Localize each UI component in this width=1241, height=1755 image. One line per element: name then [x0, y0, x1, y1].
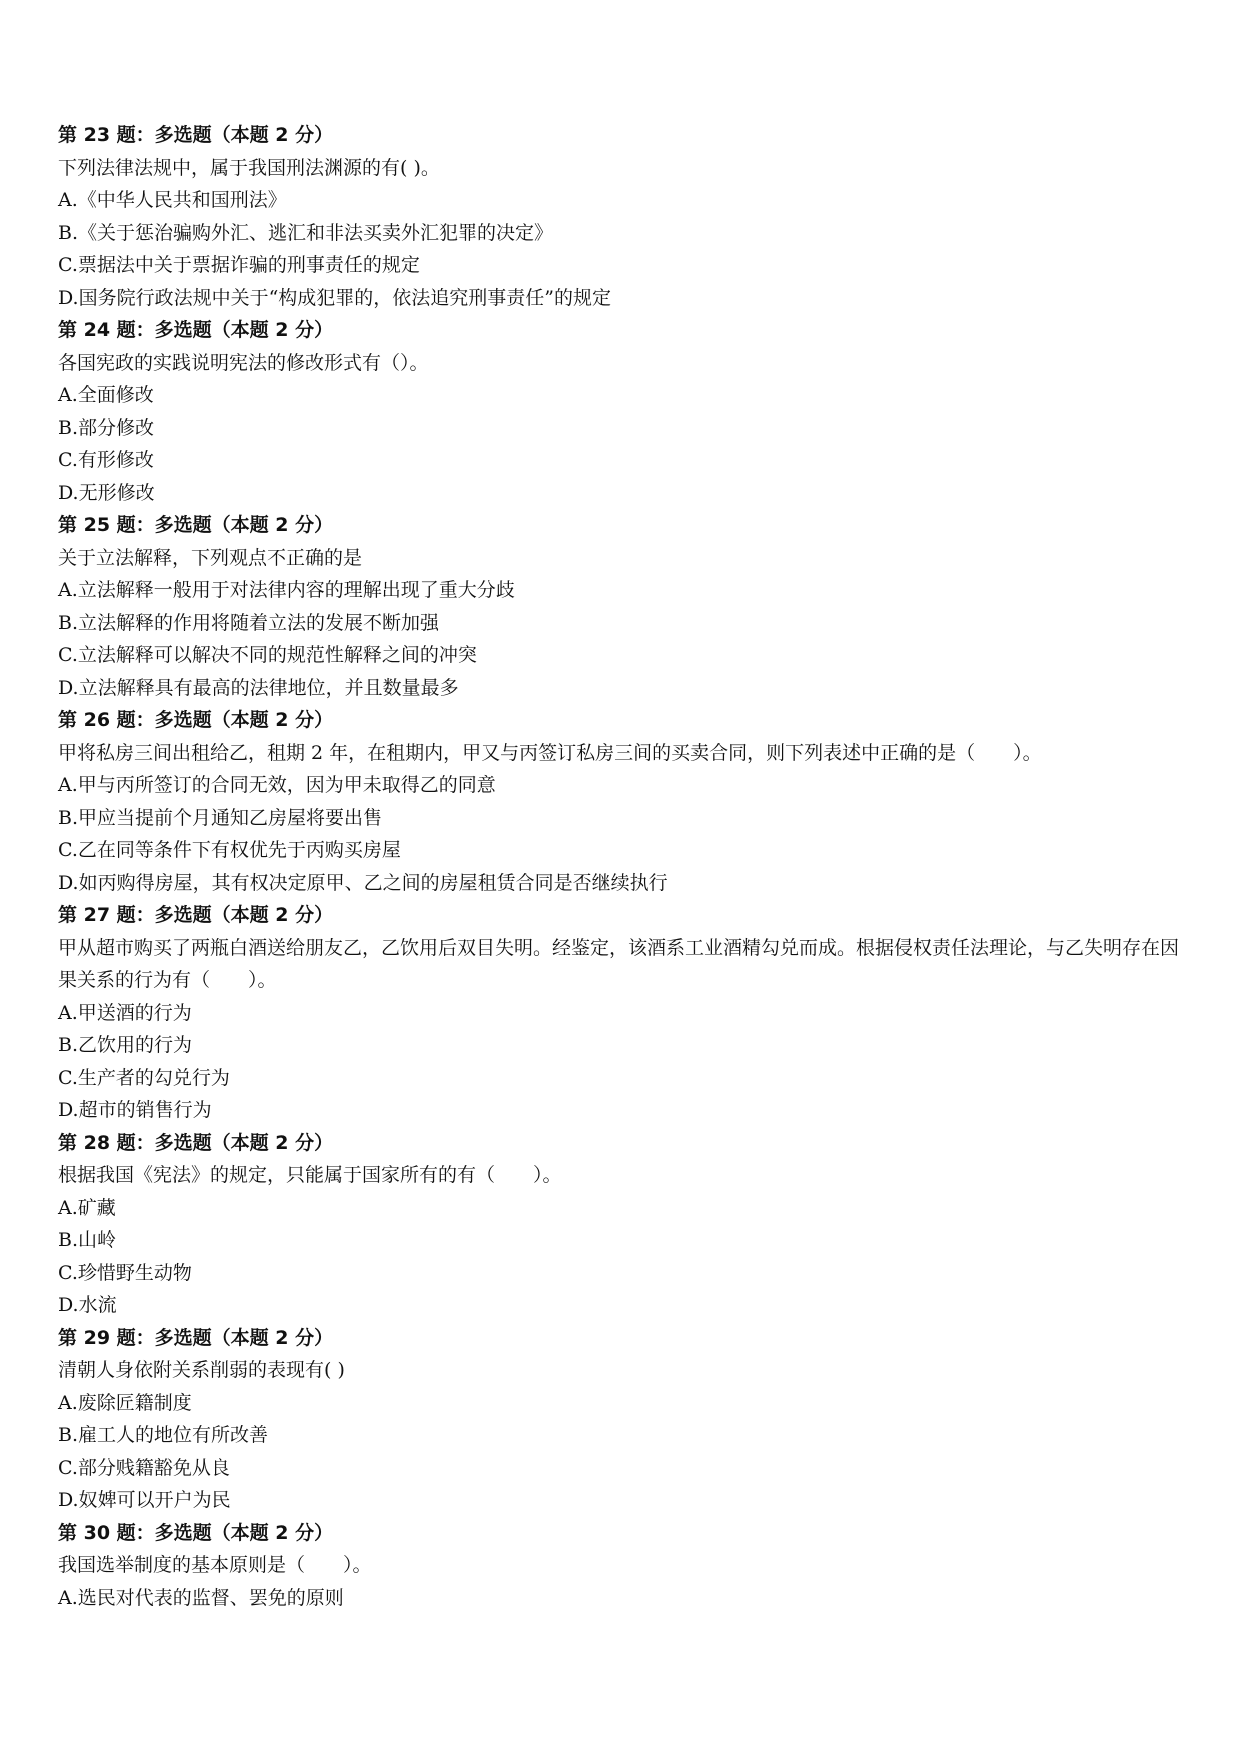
option-d: D.国务院行政法规中关于“构成犯罪的，依法追究刑事责任”的规定 [58, 286, 612, 309]
question-27 [58, 899, 1188, 1127]
question-stem: 我国选举制度的基本原则是（ ）。 [58, 1554, 372, 1576]
option-a: A.《中华人民共和国刑法》 [58, 189, 287, 211]
question-stem: 关于立法解释，下列观点不正确的是 [58, 546, 363, 569]
question-stem: 甲将私房三间出租给乙，租期 2 年，在租期内，甲又与丙签订私房三间的买卖合同，则下列表述中正确的是（ ）。 [58, 741, 1042, 764]
option-b: B.雇工人的地位有所改善 [58, 1424, 269, 1446]
option-c: C.生产者的勾兑行为 [58, 1066, 230, 1089]
option-d: D.如丙购得房屋，其有权决定原甲、乙之间的房屋租赁合同是否继续执行 [58, 871, 668, 894]
question-heading: 第 23 题：多选题（本题 2 分） [58, 124, 334, 146]
question-30 [58, 1517, 1188, 1615]
question-stem: 清朝人身依附关系削弱的表现有( ) [58, 1359, 345, 1381]
option-a: A.甲送酒的行为 [58, 1001, 192, 1024]
question-28 [58, 1127, 1188, 1322]
option-b: B.部分修改 [58, 416, 155, 439]
option-a: A.甲与丙所签订的合同无效，因为甲未取得乙的同意 [58, 774, 496, 796]
option-d: D.奴婢可以开户为民 [58, 1489, 231, 1511]
option-a: A.全面修改 [58, 384, 154, 406]
question-heading: 第 27 题：多选题（本题 2 分） [58, 904, 334, 926]
question-heading: 第 30 题：多选题（本题 2 分） [58, 1521, 334, 1544]
option-c: C.珍惜野生动物 [58, 1261, 192, 1284]
option-c: C.乙在同等条件下有权优先于丙购买房屋 [58, 839, 401, 861]
option-a: A.立法解释一般用于对法律内容的理解出现了重大分歧 [58, 579, 515, 601]
question-stem: 各国宪政的实践说明宪法的修改形式有（）。 [58, 351, 429, 374]
option-b: B.乙饮用的行为 [58, 1034, 193, 1056]
question-25 [58, 509, 1188, 704]
option-b: B.立法解释的作用将随着立法的发展不断加强 [58, 611, 440, 634]
question-stem: 甲从超市购买了两瓶白酒送给朋友乙，乙饮用后双目失明。经鉴定，该酒系工业酒精勾兑而成。根据侵权责任法理论，与乙失明存在因果关系的行为有（ ）。 [58, 936, 1180, 991]
question-heading: 第 24 题：多选题（本题 2 分） [58, 319, 334, 341]
option-a: A.废除匠籍制度 [58, 1391, 192, 1414]
question-24 [58, 314, 1188, 509]
option-c: C.部分贱籍豁免从良 [58, 1456, 230, 1479]
exam-page [58, 119, 1188, 1614]
option-d: D.超市的销售行为 [58, 1099, 212, 1121]
question-29 [58, 1322, 1188, 1517]
question-heading: 第 25 题：多选题（本题 2 分） [58, 514, 334, 536]
option-b: B.山岭 [58, 1229, 117, 1251]
option-a: A.选民对代表的监督、罢免的原则 [58, 1586, 344, 1609]
question-stem: 根据我国《宪法》的规定，只能属于国家所有的有（ ）。 [58, 1164, 562, 1186]
question-26 [58, 704, 1188, 899]
question-23 [58, 119, 1188, 314]
option-d: D.水流 [58, 1294, 117, 1316]
question-heading: 第 26 题：多选题（本题 2 分） [58, 709, 334, 731]
option-d: D.无形修改 [58, 481, 155, 504]
option-c: C.有形修改 [58, 449, 154, 471]
question-stem: 下列法律法规中，属于我国刑法渊源的有( )。 [58, 156, 440, 179]
option-c: C.票据法中关于票据诈骗的刑事责任的规定 [58, 254, 420, 276]
option-b: B.《关于惩治骗购外汇、逃汇和非法买卖外汇犯罪的决定》 [58, 221, 554, 244]
option-c: C.立法解释可以解决不同的规范性解释之间的冲突 [58, 644, 477, 666]
option-d: D.立法解释具有最高的法律地位，并且数量最多 [58, 676, 459, 699]
question-heading: 第 28 题：多选题（本题 2 分） [58, 1131, 334, 1154]
option-b: B.甲应当提前个月通知乙房屋将要出售 [58, 806, 383, 829]
option-a: A.矿藏 [58, 1196, 116, 1219]
question-heading: 第 29 题：多选题（本题 2 分） [58, 1326, 334, 1349]
